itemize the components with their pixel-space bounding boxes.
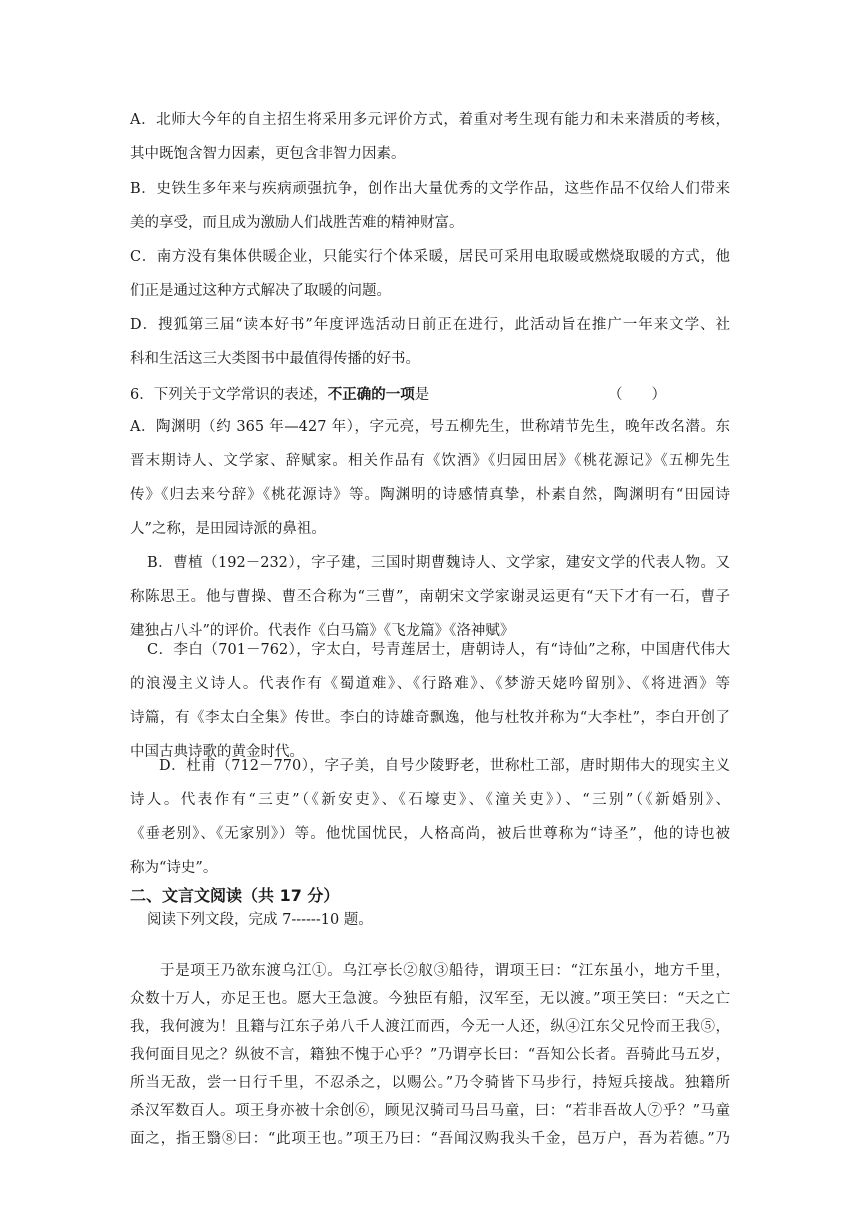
text-line: B．史铁生多年来与疾病顽强抗争，创作出大量优秀的文学作品，这些作品不仅给人们带来: [130, 181, 730, 197]
classical-passage: [130, 957, 730, 1153]
text-line: 的浪漫主义诗人。代表作有《蜀道难》、《行路难》、《梦游天姥吟留别》、《将进酒》等: [130, 676, 730, 692]
text-line: 人”之称，是田园诗派的鼻祖。: [130, 521, 326, 537]
text-line: 诗人。代表作有“三吏”（《新安吏》、《石壕吏》、《潼关吏》）、“三别”（《新婚别》、: [130, 792, 730, 808]
text-line: 中国古典诗歌的黄金时代。: [130, 744, 304, 760]
text-line: 我，我何渡为！且籍与江东子弟八千人渡江而西，今无一人还，纵④江东父兄怜而王我⑤，: [130, 1019, 730, 1035]
text-line: 诗篇，有《李太白全集》传世。李白的诗雄奇飘逸，他与杜牧并称为“大李杜”，李白开创了: [130, 710, 730, 726]
q5-option-c: [130, 240, 730, 308]
text-line: 科和生活这三大类图书中最值得传播的好书。: [130, 351, 420, 367]
text-line: 众数十万人，亦足王也。愿大王急渡。今独臣有船，汉军至，无以渡。”项王笑曰：“天之亡: [130, 991, 730, 1007]
text-line: 面之，指王翳⑧曰：“此项王也。”项王乃曰：“吾闻汉购我头千金，邑万户，吾为若德。”乃: [130, 1131, 730, 1147]
text-line: C．南方没有集体供暖企业，只能实行个体采暖，居民可采用电取暖或燃烧取暖的方式，他: [130, 249, 730, 265]
q5-option-d: [130, 308, 730, 376]
q6-stem-suffix: 是: [414, 387, 430, 403]
text-line: 我何面目见之？纵彼不言，籍独不愧于心乎？”乃谓亭长曰：“吾知公长者。吾骑此马五岁，: [130, 1047, 730, 1063]
text-line: 于是项王乃欲东渡乌江①。乌江亭长②舣③船待，谓项王曰：“江东虽小，地方千里，: [160, 963, 730, 979]
q6-option-d: [130, 749, 730, 885]
text-line: C．李白（701－762），字太白，号青莲居士，唐朝诗人，有“诗仙”之称，中国唐代伟大: [147, 642, 730, 658]
text-line: B．曹植（192－232），字子建，三国时期曹魏诗人、文学家，建安文学的代表人物。又: [147, 555, 730, 571]
text-line: 其中既饱含智力因素，更包含非智力因素。: [130, 146, 406, 162]
text-line: 们正是通过这种方式解决了取暖的问题。: [130, 283, 391, 299]
answer-bracket: （ ）: [608, 387, 666, 403]
text-line: 美的享受，而且成为激励人们战胜苦难的精神财富。: [130, 215, 464, 231]
text-line: 所当无敌，尝一日行千里，不忍杀之，以赐公。”乃令骑皆下马步行，持短兵接战。独籍所: [130, 1075, 730, 1091]
text-line: 晋末期诗人、文学家、辞赋家。相关作品有《饮酒》《归园田居》《桃花源记》《五柳先生: [130, 453, 730, 469]
text-line: A．北师大今年的自主招生将采用多元评价方式，着重对考生现有能力和未来潜质的考核，: [130, 112, 730, 128]
text-line: D．搜狐第三届“读本好书”年度评选活动日前正在进行，此活动旨在推广一年来文学、社: [130, 317, 730, 333]
q6-option-a: [130, 410, 730, 546]
text-line: 建独占八斗”的评价。代表作《白马篇》《飞龙篇》《洛神赋》: [130, 623, 515, 639]
text-line: 《垂老别》、《无家别》）等。他忧国忧民，人格高尚，被后世尊称为“诗圣”，他的诗也被: [130, 826, 730, 842]
q6-stem-prefix: 6．下列关于文学常识的表述，: [130, 387, 328, 403]
q6-stem-bold: 不正确的一项: [327, 386, 415, 403]
text-line: 传》《归去来兮辞》《桃花源诗》等。陶渊明的诗感情真挚，朴素自然，陶渊明有“田园诗: [130, 487, 730, 503]
text-line: 杀汉军数百人。项王身亦被十余创⑥，顾见汉骑司马吕马童，曰：“若非吾故人⑦乎？”马童: [130, 1103, 730, 1119]
q5-option-a: [130, 103, 730, 171]
q6-stem: [130, 378, 730, 412]
text-line: 称陈思王。他与曹操、曹丕合称为“三曹”，南朝宋文学家谢灵运更有“天下才有一石，曹子: [130, 589, 730, 605]
text-line: A．陶渊明（约 365 年—427 年），字元亮，号五柳先生，世称靖节先生，晚年改名潜。东: [130, 419, 730, 435]
q5-option-b: [130, 172, 730, 240]
section-intro: 阅读下列文段，完成 7------10 题。: [147, 912, 373, 928]
text-line: D．杜甫（712－770），字子美，自号少陵野老，世称杜工部，唐时期伟大的现实主义: [159, 758, 730, 774]
text-line: 称为“诗史”。: [130, 860, 218, 876]
section-heading: 二、文言文阅读（共 17 分）: [130, 886, 340, 905]
